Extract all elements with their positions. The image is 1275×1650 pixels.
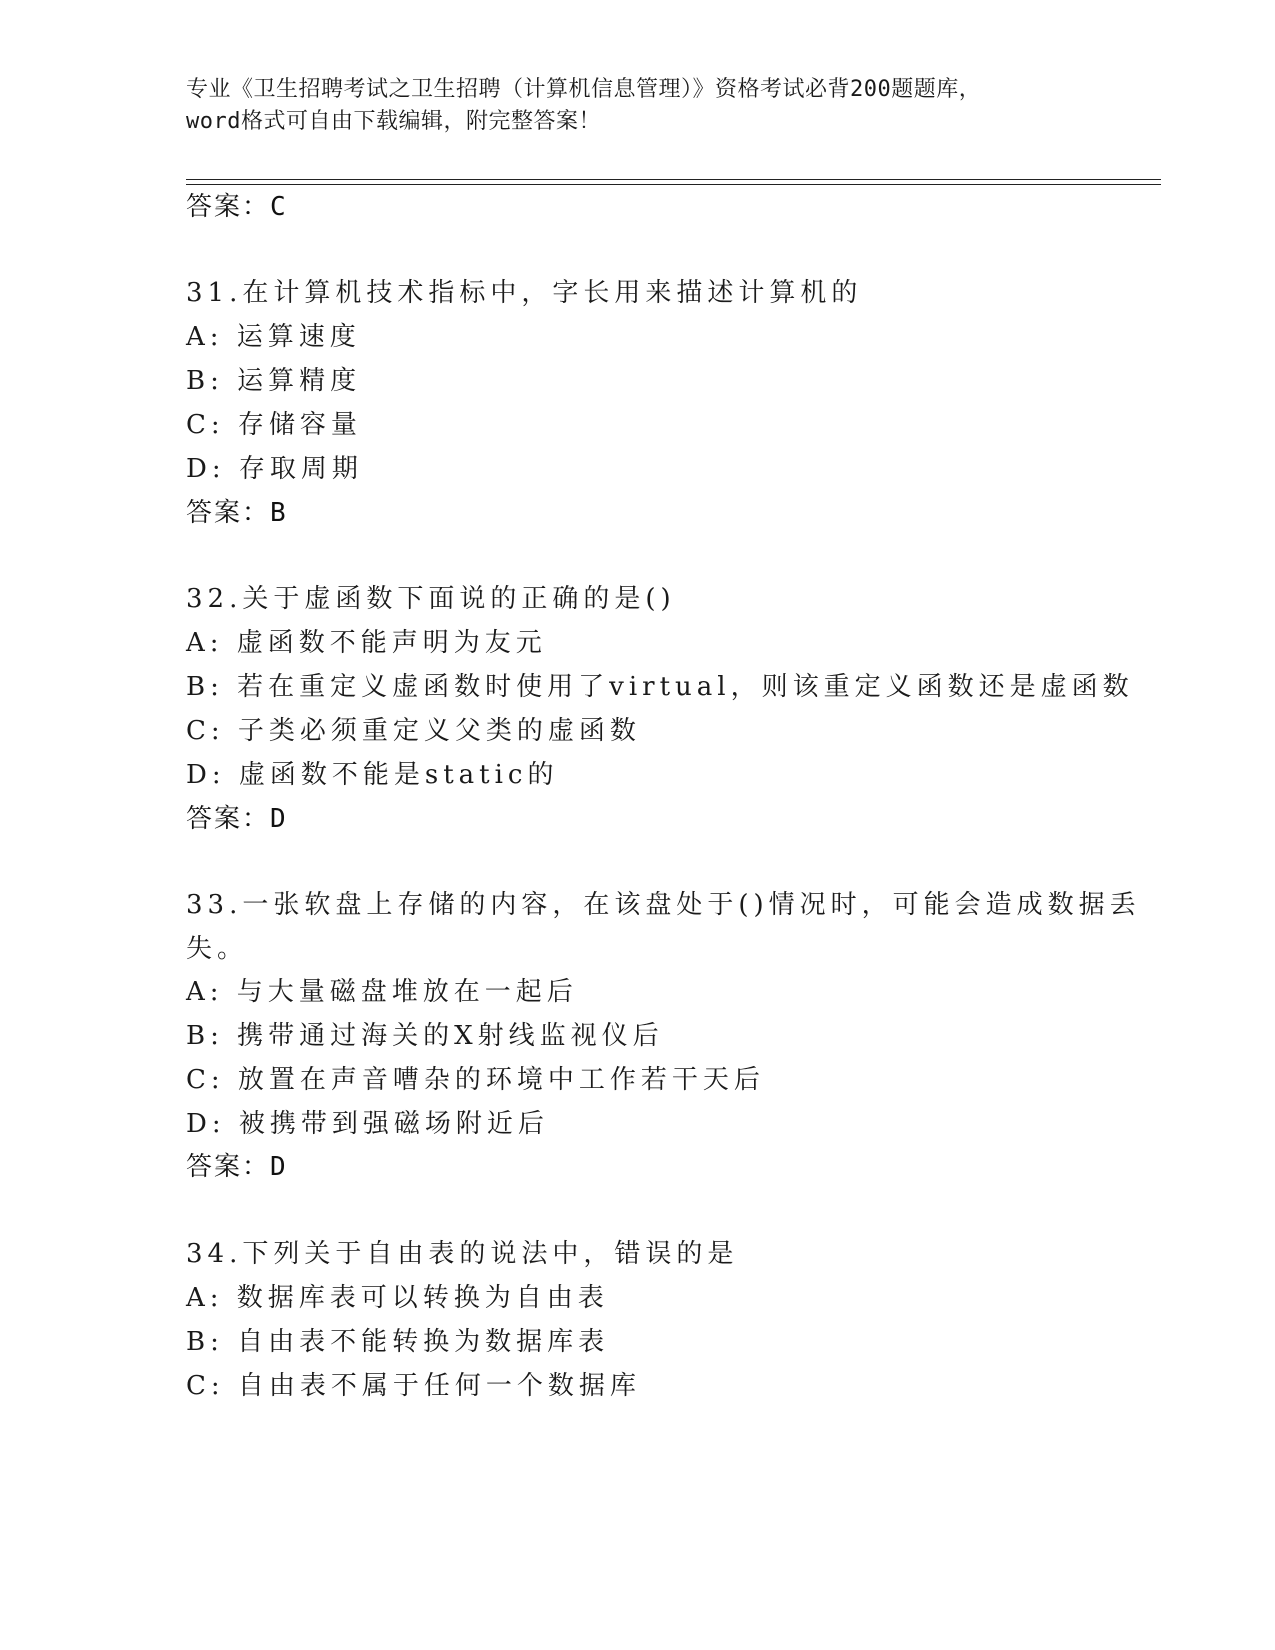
option-a: A: 与大量磁盘堆放在一起后 bbox=[186, 977, 578, 1007]
answer-label: 答案： bbox=[186, 804, 271, 834]
answer-label: 答案： bbox=[186, 1152, 271, 1182]
option-c: C: 存储容量 bbox=[186, 410, 362, 440]
option-b: B: 自由表不能转换为数据库表 bbox=[186, 1327, 610, 1357]
option-b: B: 运算精度 bbox=[186, 366, 362, 396]
header-title-line-1: 专业《卫生招聘考试之卫生招聘（计算机信息管理）》资格考试必背200题题库， bbox=[186, 77, 982, 102]
answer-value: D bbox=[270, 804, 288, 834]
header-divider-bottom bbox=[186, 184, 1161, 185]
question-stem: 32.关于虚函数下面说的正确的是() bbox=[186, 584, 676, 614]
answer-line bbox=[186, 186, 288, 223]
option-a: A: 数据库表可以转换为自由表 bbox=[186, 1283, 609, 1313]
header-divider-top bbox=[186, 179, 1161, 180]
option-d: D: 被携带到强磁场附近后 bbox=[186, 1109, 549, 1139]
answer-label: 答案： bbox=[186, 498, 271, 528]
option-c: C: 放置在声音嘈杂的环境中工作若干天后 bbox=[186, 1065, 765, 1095]
answer-label: 答案： bbox=[186, 192, 271, 222]
question-stem: 34.下列关于自由表的说法中，错误的是 bbox=[186, 1239, 739, 1269]
option-b: B: 携带通过海关的X射线监视仪后 bbox=[186, 1021, 664, 1051]
header-title-line-2: word格式可自由下载编辑，附完整答案！ bbox=[186, 109, 601, 134]
answer-value: C bbox=[270, 192, 288, 222]
question-stem-continued: 失。 bbox=[186, 934, 249, 964]
option-d: D: 存取周期 bbox=[186, 454, 363, 484]
option-a: A: 虚函数不能声明为友元 bbox=[186, 628, 547, 658]
answer-line bbox=[186, 492, 288, 529]
question-stem: 31.在计算机技术指标中，字长用来描述计算机的 bbox=[186, 278, 863, 308]
option-c: C: 子类必须重定义父类的虚函数 bbox=[186, 716, 641, 746]
answer-value: B bbox=[270, 498, 288, 528]
answer-value: D bbox=[270, 1152, 288, 1182]
answer-line bbox=[186, 1146, 288, 1183]
document-header bbox=[186, 74, 1086, 138]
option-b: B: 若在重定义虚函数时使用了virtual，则该重定义函数还是虚函数 bbox=[186, 672, 1134, 702]
option-c: C: 自由表不属于任何一个数据库 bbox=[186, 1371, 641, 1401]
question-stem: 33.一张软盘上存储的内容，在该盘处于()情况时，可能会造成数据丢 bbox=[186, 890, 1141, 920]
answer-line bbox=[186, 798, 288, 835]
option-d: D: 虚函数不能是static的 bbox=[186, 760, 559, 790]
option-a: A: 运算速度 bbox=[186, 322, 361, 352]
